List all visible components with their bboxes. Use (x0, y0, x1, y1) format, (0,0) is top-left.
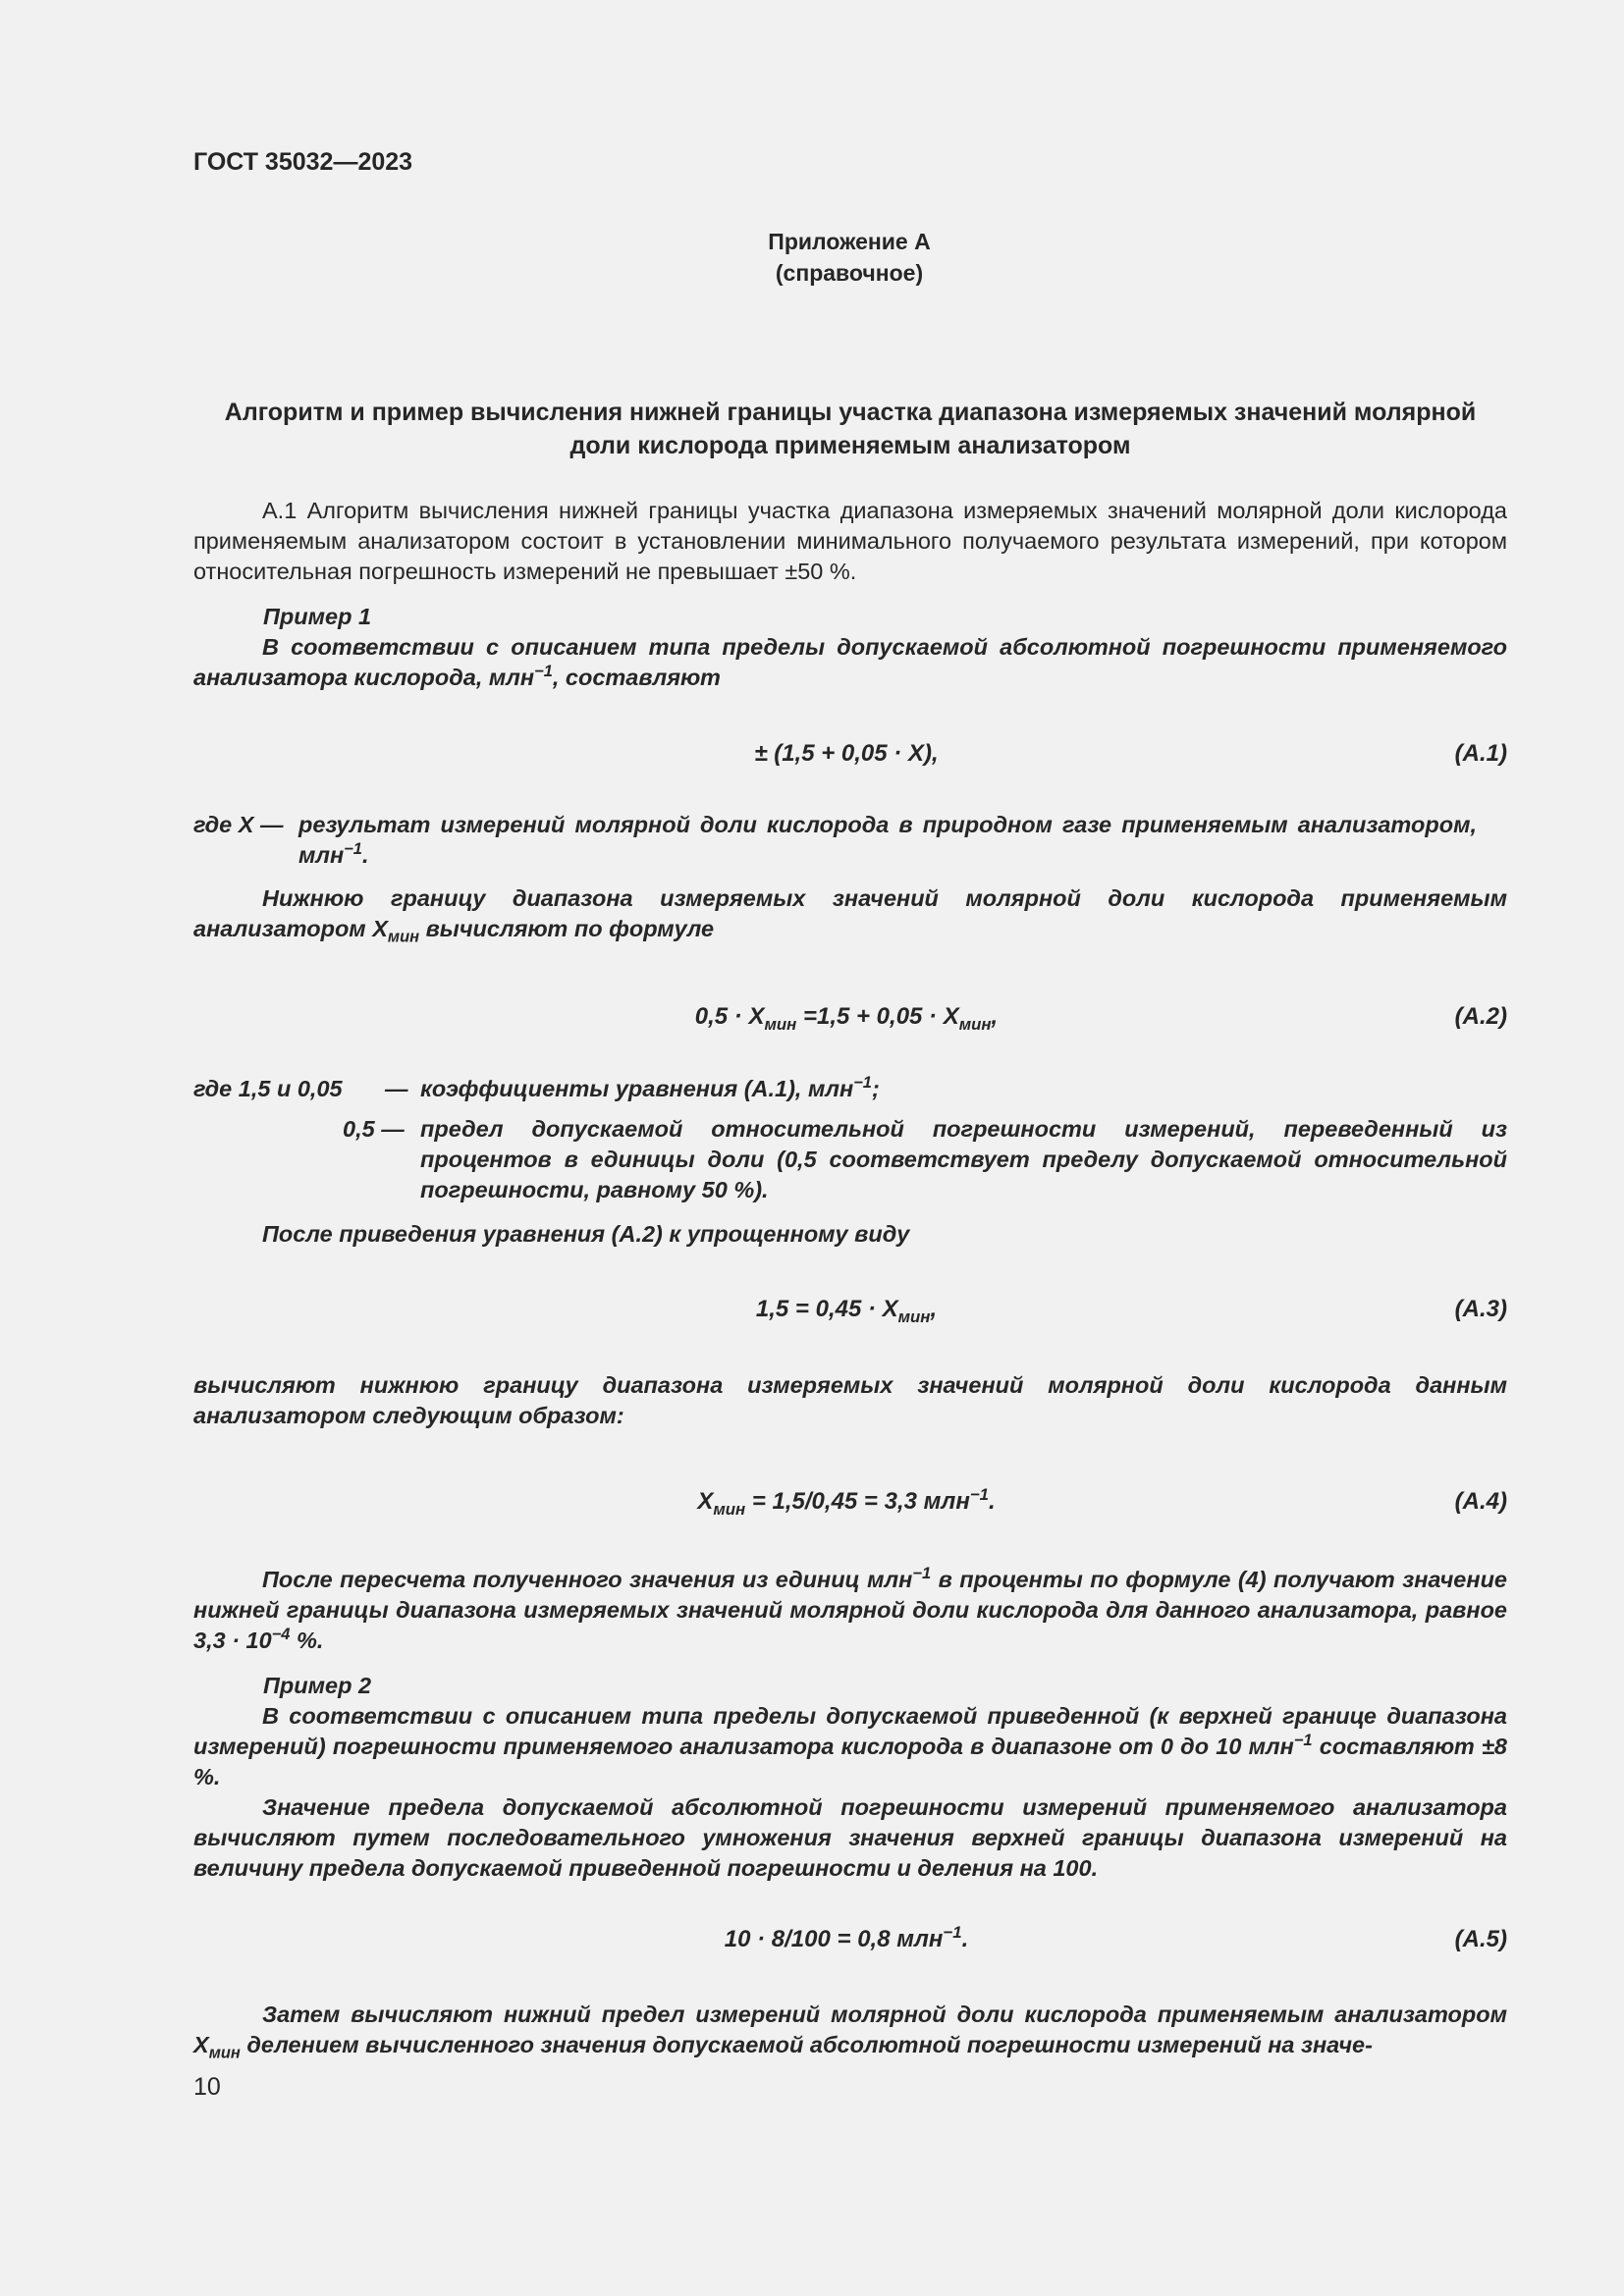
annex-heading (0, 226, 1624, 289)
formula-a2-number: (А.2) (1454, 1003, 1507, 1030)
annex-kind: (справочное) (775, 260, 924, 286)
example2-paragraph-2: Значение предела допускаемой абсолютной погрешности измерений применяемого анализатора вычисляют путем последовательного умножения значения верхней границы диапазона измерений на величину предела допускаемой приведенной погрешности и деления на 100. (193, 1794, 1507, 1881)
example1-paragraph-4: вычисляют нижнюю границу диапазона измеряемых значений молярной доли кислорода данным анализатором следующим образом: (193, 1372, 1507, 1428)
page-number: 10 (193, 2073, 221, 2101)
formula-a3-expression: $1,5 = 0,45 \cdot X_{мин}$, (755, 1296, 938, 1326)
where2-term: где 1,5 и 0,05 (193, 1076, 343, 1101)
example2-paragraph-3: Затем вычисляют нижний предел измерений молярной доли кислорода применяемым анализатором $X_{мин}$ делением вычисленного значения допускаемой абсолютной погрешности измерений на значе- (193, 2002, 1507, 2062)
where3-term: 0,5 — (343, 1116, 405, 1142)
example1-heading: Пример 1 (263, 604, 372, 629)
formula-a2-expression: $0,5 \cdot X_{мин} =1,5 + 0,05 \cdot X_{мин}$, (694, 1003, 999, 1034)
formula-a4-number: (А.4) (1454, 1488, 1507, 1515)
formula-a4 (193, 1486, 1507, 1517)
where2-dash: — (385, 1076, 408, 1101)
example1-paragraph-5: После пересчета полученного значения из единиц млн$^{-1}$ в проценты по формуле (4) получают значение нижней границы диапазона измеряемых значений молярной доли кислорода для данного анализатора, равное $3,3 \cdot 10^{-4}$ %. (193, 1565, 1507, 1653)
formula-a5-number: (А.5) (1454, 1926, 1507, 1952)
example2-paragraph-1: В соответствии с описанием типа пределы допускаемой приведенной (к верхней границе диапазона измерений) погрешности применяемого анализатора кислорода в диапазоне от 0 до 10 млн$^{-1}$ составляют ±8 %. (193, 1703, 1507, 1789)
example1-paragraph-3: После приведения уравнения (А.2) к упрощенному виду (262, 1221, 910, 1247)
document-code: ГОСТ 35032—2023 (193, 148, 413, 176)
formula-a1-number: (А.1) (1454, 740, 1507, 767)
where3-body: предел допускаемой относительной погрешности измерений, переведенный из процентов в единицы доли (0,5 соответствует пределу допускаемой относительной погрешности, равному 50 %). (420, 1116, 1507, 1202)
where1-term: где X — (193, 812, 284, 837)
formula-a3-number: (А.3) (1454, 1296, 1507, 1322)
where2-body: коэффициенты уравнения (А.1), млн$^{-1}$; (420, 1074, 880, 1101)
section-title: Алгоритм и пример вычисления нижней границы участка диапазона измеряемых значений молярной доли кислорода применяемым анализатором (224, 399, 1477, 459)
paragraph-a1: А.1 Алгоритм вычисления нижней границы участка диапазона измеряемых значений молярной доли кислорода применяемым анализатором состоит в установлении минимального получаемого результата измерений, при котором относительная погрешность измерений не превышает ±50 %. (193, 498, 1507, 584)
formula-a5-expression: 10 · 8/100 = 0,8 млн$^{-1}$. (724, 1923, 969, 1952)
formula-a1 (193, 738, 1507, 769)
formula-a5 (193, 1924, 1507, 1954)
where1-body: результат измерений молярной доли кислорода в природном газе применяемым анализатором, млн$^{-1}$. (298, 812, 1477, 868)
example1-intro: В соответствии с описанием типа пределы допускаемой абсолютной погрешности применяемого анализатора кислорода, млн$^{-1}$, составляют (193, 634, 1507, 690)
formula-a4-expression: $X_{мин} = 1,5/0,45 = 3,3$ млн$^{-1}$. (697, 1485, 996, 1519)
formula-a2 (193, 1001, 1507, 1032)
formula-a1-expression: ± (1,5 + 0,05 · X), (754, 740, 939, 767)
example1-paragraph-2: Нижнюю границу диапазона измеряемых значений молярной доли кислорода применяемым анализатором $X_{мин}$ вычисляют по формуле (193, 885, 1507, 946)
example2-heading: Пример 2 (263, 1673, 372, 1698)
formula-a3 (193, 1294, 1507, 1324)
annex-title: Приложение А (768, 229, 931, 254)
